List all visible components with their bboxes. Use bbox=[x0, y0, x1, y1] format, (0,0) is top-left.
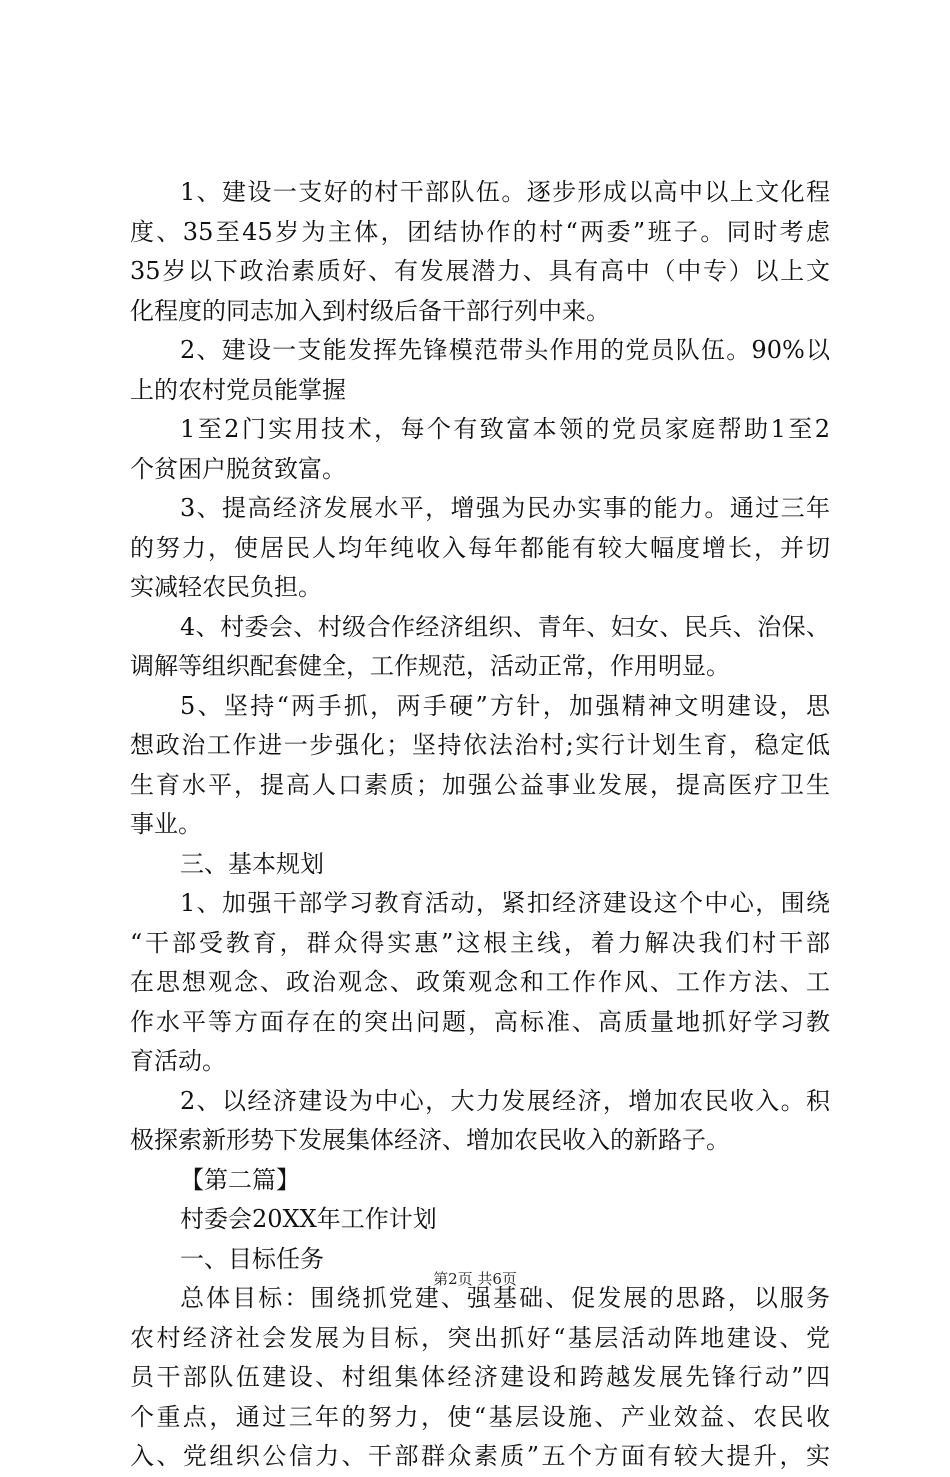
text-line: 事业。 bbox=[130, 810, 202, 838]
text-line: 个重点，通过三年的努力，使“基层设施、产业效益、农民收 bbox=[130, 1402, 830, 1431]
text-line: 个贫困户脱贫致富。 bbox=[130, 454, 346, 483]
text-line: 入、党组织公信力、干部群众素质”五个方面有较大提升，实 bbox=[130, 1442, 830, 1470]
text-line: 员干部队伍建设、村组集体经济建设和跨越发展先锋行动”四 bbox=[130, 1363, 830, 1391]
text-line: 在思想观念、政治观念、政策观念和工作作风、工作方法、工 bbox=[130, 968, 830, 996]
text-line: 2、以经济建设为中心，大力发展经济，增加农民收入。积 bbox=[180, 1086, 830, 1115]
text-line: 度、35至45岁为主体，团结协作的村“两委”班子。同时考虑 bbox=[130, 217, 830, 246]
text-line: 3、提高经济发展水平，增强为民办实事的能力。通过三年 bbox=[180, 494, 830, 522]
text-line: 极探索新形势下发展集体经济、增加农民收入的新路子。 bbox=[130, 1126, 730, 1154]
text-line: 想政治工作进一步强化；坚持依法治村;实行计划生育，稳定低 bbox=[130, 731, 830, 759]
text-line: 村委会20XX年工作计划 bbox=[180, 1205, 437, 1233]
text-line: 的努力，使居民人均年纯收入每年都能有较大幅度增长，并切 bbox=[130, 533, 830, 562]
text-line: 4、村委会、村级合作经济组织、青年、妇女、民兵、治保、 bbox=[180, 612, 830, 641]
page-footer: 第2页 共6页 bbox=[433, 1270, 517, 1288]
text-line: 5、坚持“两手抓，两手硬”方针，加强精神文明建设，思 bbox=[180, 691, 830, 720]
text-line: 35岁以下政治素质好、有发展潜力、具有高中（中专）以上文 bbox=[130, 257, 830, 285]
text-line: 【第二篇】 bbox=[180, 1165, 300, 1194]
text-line: 1、加强干部学习教育活动，紧扣经济建设这个中心，围绕 bbox=[180, 889, 830, 917]
text-line: 化程度的同志加入到村级后备干部行列中来。 bbox=[130, 296, 610, 325]
text-line: 1、建设一支好的村干部队伍。逐步形成以高中以上文化程 bbox=[180, 178, 830, 206]
text-line: 实减轻农民负担。 bbox=[130, 573, 322, 601]
text-line: 育活动。 bbox=[130, 1047, 226, 1075]
text-line: 总体目标：围绕抓党建、强基础、促发展的思路，以服务 bbox=[180, 1284, 830, 1312]
text-line: 三、基本规划 bbox=[180, 849, 324, 878]
text-line: 一、目标任务 bbox=[180, 1244, 324, 1273]
text-line: 1至2门实用技术，每个有致富本领的党员家庭帮助1至2 bbox=[180, 415, 830, 443]
text-line: 上的农村党员能掌握 bbox=[130, 375, 346, 404]
text-line: 调解等组织配套健全，工作规范，活动正常，作用明显。 bbox=[130, 652, 730, 680]
text-line: 生育水平，提高人口素质；加强公益事业发展，提高医疗卫生 bbox=[130, 770, 830, 799]
text-line: 作水平等方面存在的突出问题，高标准、高质量地抓好学习教 bbox=[130, 1007, 830, 1036]
text-line: 农村经济社会发展为目标，突出抓好“基层活动阵地建设、党 bbox=[130, 1323, 830, 1352]
text-line: “干部受教育，群众得实惠”这根主线，着力解决我们村干部 bbox=[130, 928, 830, 957]
text-line: 2、建设一支能发挥先锋模范带头作用的党员队伍。90%以 bbox=[180, 336, 830, 364]
